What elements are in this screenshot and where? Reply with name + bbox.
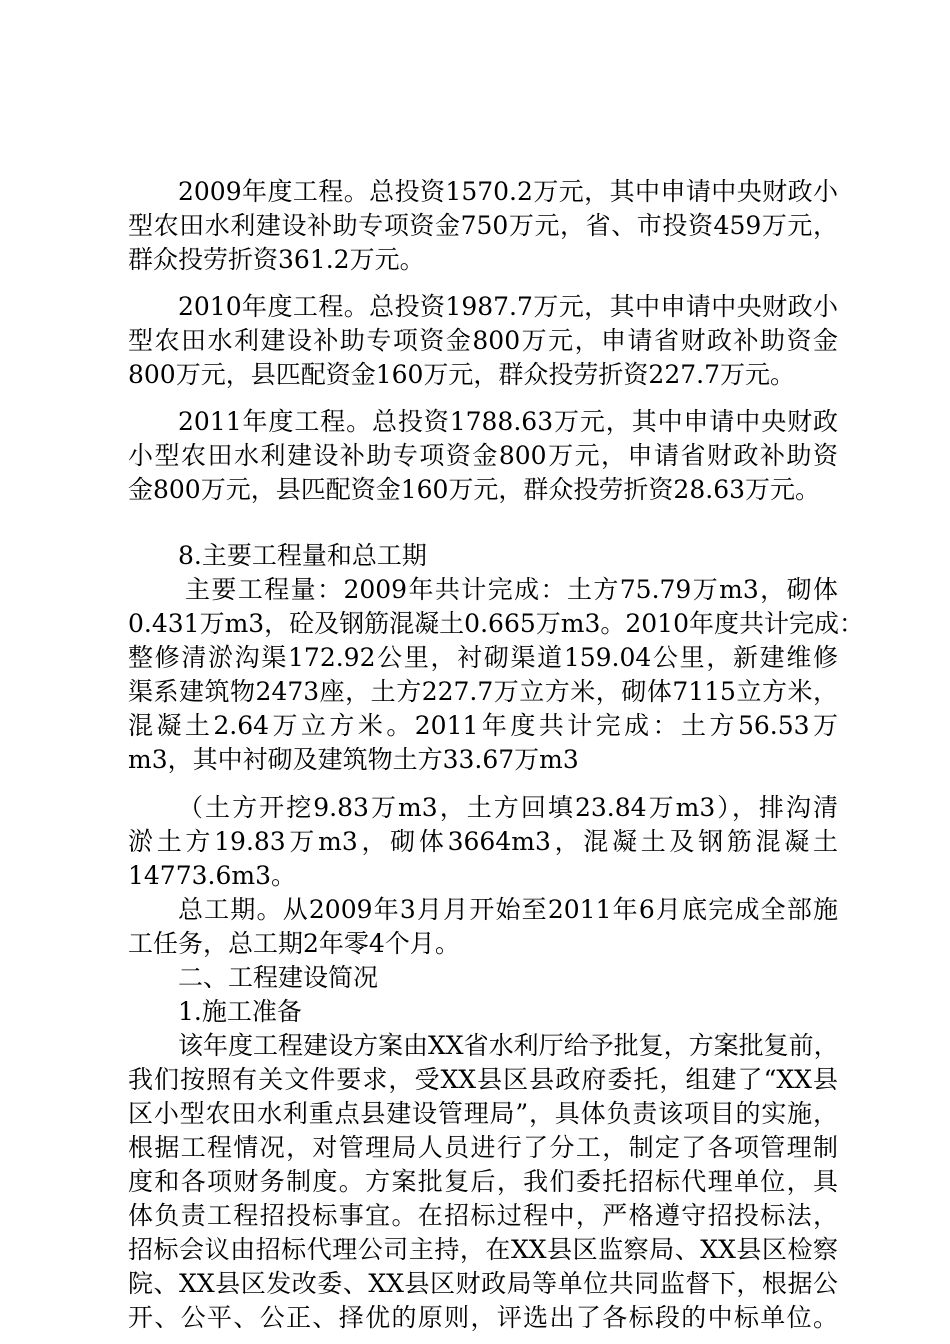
paragraph-line: （土方开挖9.83万m3，土方回填23.84万m3），排沟清	[178, 793, 838, 822]
paragraph-line: 渠系建筑物2473座，土方227.7万立方米，砌体7115立方米，	[128, 677, 838, 706]
paragraph-line: 我们按照有关文件要求，受XX县区县政府委托，组建了“XX县	[128, 1065, 838, 1094]
paragraph-line: 800万元，县匹配资金160万元，群众投劳折资227.7万元。	[128, 360, 796, 389]
paragraph-line: 主要工程量：2009年共计完成：土方75.79万m3，砌体	[185, 575, 838, 604]
section-heading: 8.主要工程量和总工期	[178, 541, 427, 570]
paragraph-line: 度和各项财务制度。方案批复后，我们委托招标代理单位，具	[128, 1167, 838, 1196]
paragraph-line: 群众投劳折资361.2万元。	[128, 245, 425, 274]
paragraph-line: 工任务，总工期2年零4个月。	[128, 929, 460, 958]
paragraph-line: 招标会议由招标代理公司主持，在XX县区监察局、XX县区检察	[128, 1235, 838, 1264]
paragraph-line: 该年度工程建设方案由XX省水利厅给予批复，方案批复前，	[178, 1031, 839, 1060]
paragraph-line: 体负责工程招投标事宜。在招标过程中，严格遵守招投标法，	[128, 1201, 838, 1230]
paragraph-line: 区小型农田水利重点县建设管理局”，具体负责该项目的实施，	[128, 1099, 838, 1128]
paragraph-line: 院、XX县区发改委、XX县区财政局等单位共同监督下，根据公	[128, 1269, 838, 1298]
paragraph-line: 小型农田水利建设补助专项资金800万元，申请省财政补助资	[128, 441, 838, 470]
paragraph-line: 型农田水利建设补助专项资金750万元，省、市投资459万元，	[128, 211, 838, 240]
paragraph-line: 2011年度工程。总投资1788.63万元，其中申请中央财政	[178, 407, 838, 436]
paragraph-line: 总工期。从2009年3月月开始至2011年6月底完成全部施	[178, 895, 838, 924]
paragraph-line: 混凝土2.64万立方米。2011年度共计完成：土方56.53万	[128, 711, 838, 740]
section-heading: 二、工程建设简况	[178, 963, 379, 992]
paragraph-line: 整修清淤沟渠172.92公里，衬砌渠道159.04公里，新建维修	[128, 643, 838, 672]
paragraph-line: 2009年度工程。总投资1570.2万元，其中申请中央财政小	[178, 177, 838, 206]
paragraph-line: 根据工程情况，对管理局人员进行了分工，制定了各项管理制	[128, 1133, 838, 1162]
paragraph-line: 2010年度工程。总投资1987.7万元，其中申请中央财政小	[178, 292, 838, 321]
paragraph-line: 淤土方19.83万m3，砌体3664m3，混凝土及钢筋混凝土	[128, 827, 838, 856]
paragraph-line: 型农田水利建设补助专项资金800万元，申请省财政补助资金	[128, 326, 838, 355]
paragraph-line: 0.431万m3，砼及钢筋混凝土0.665万m3。2010年度共计完成：	[128, 609, 864, 638]
paragraph-line: m3，其中衬砌及建筑物土方33.67万m3	[128, 745, 579, 774]
paragraph-line: 金800万元，县匹配资金160万元，群众投劳折资28.63万元。	[128, 475, 821, 504]
subsection-heading: 1.施工准备	[178, 997, 302, 1026]
paragraph-line: 开、公平、公正、择优的原则，评选出了各标段的中标单位。	[128, 1303, 838, 1332]
paragraph-line: 14773.6m3。	[128, 861, 296, 890]
